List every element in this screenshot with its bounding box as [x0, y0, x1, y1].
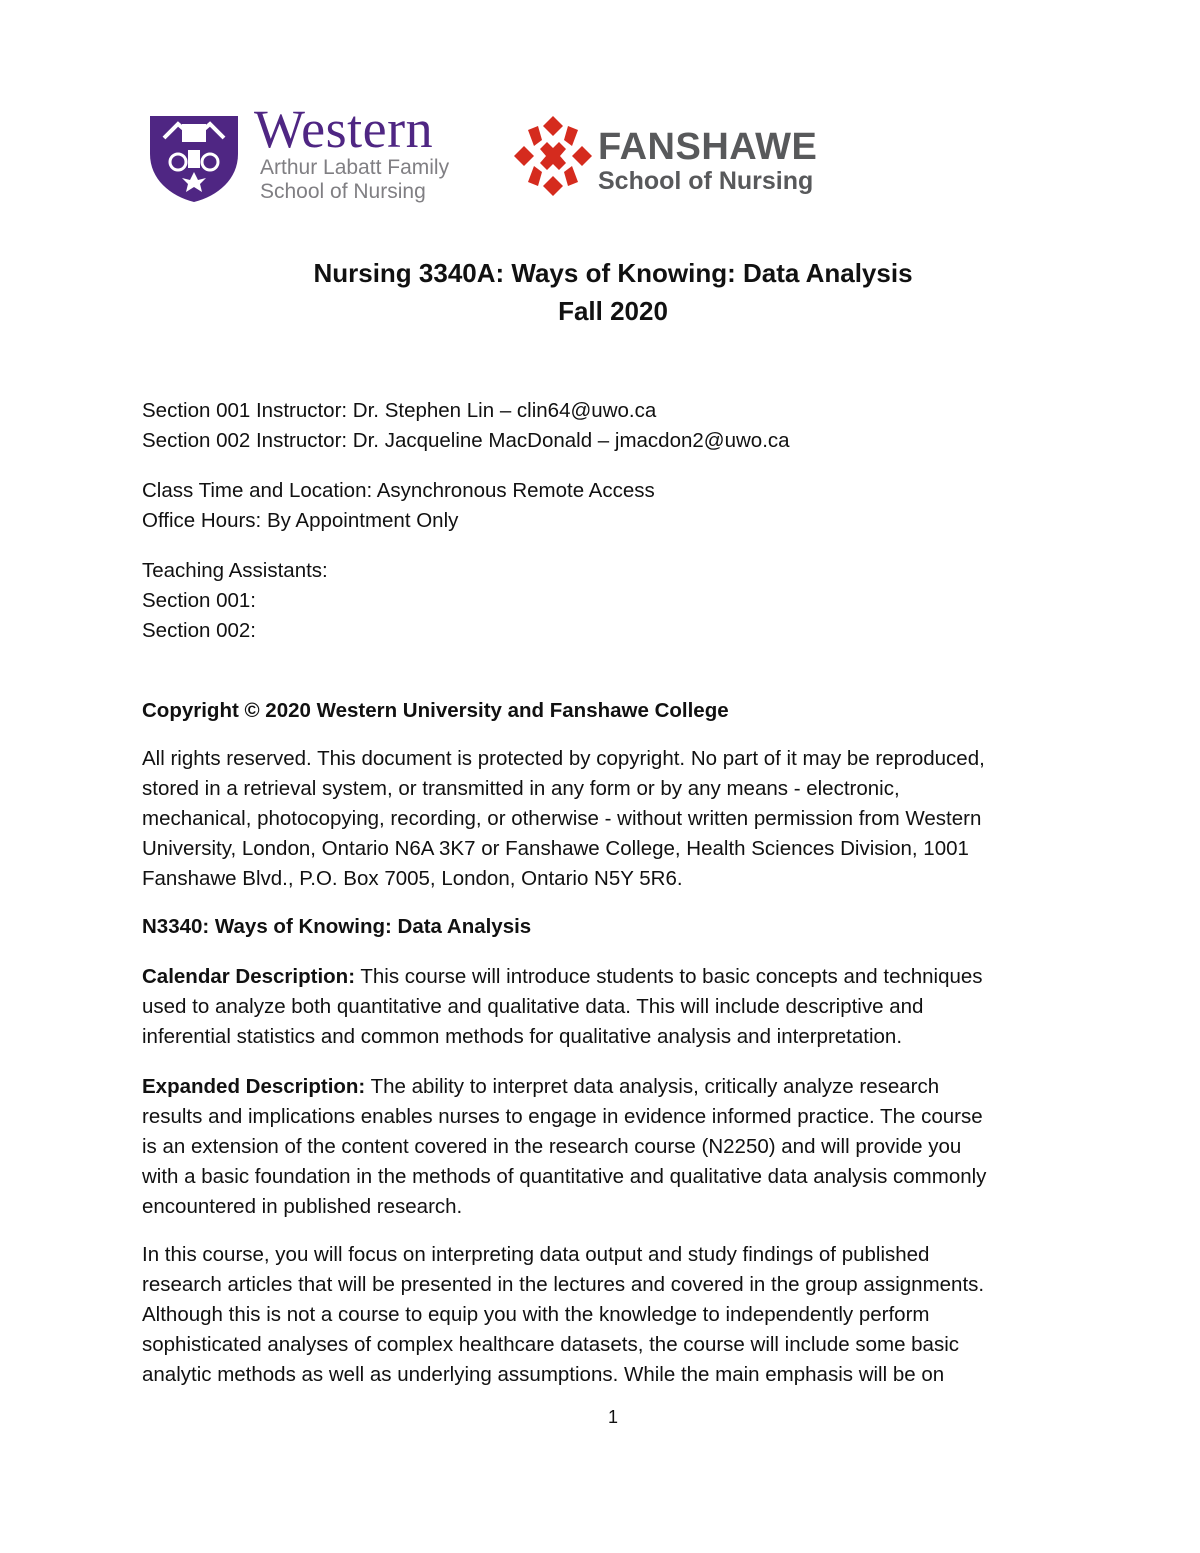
focus-paragraph-line: analytic methods as well as underlying assumptions. While the main emphasis will be on [142, 1363, 945, 1386]
western-crest-icon [148, 114, 240, 204]
focus-paragraph-line: Although this is not a course to equip you with the knowledge to independently perform [142, 1303, 930, 1326]
fanshawe-mark-icon [514, 116, 592, 196]
course-code-heading: N3340: Ways of Knowing: Data Analysis [142, 915, 532, 938]
western-wordmark: Western [254, 99, 434, 159]
western-subtitle-line-1: Arthur Labatt Family [260, 156, 450, 179]
ta-heading: Teaching Assistants: [142, 559, 328, 582]
fanshawe-logo [514, 112, 844, 207]
focus-paragraph [142, 1240, 1102, 1390]
course-term: Fall 2020 [558, 296, 668, 326]
expanded-description-text: The ability to interpret data analysis, critically analyze research [365, 1075, 940, 1098]
instructor-section-001: Section 001 Instructor: Dr. Stephen Lin – clin64@uwo.ca [142, 399, 657, 422]
copyright-heading: Copyright © 2020 Western University and Fanshawe College [142, 699, 729, 722]
copyright-line: mechanical, photocopying, recording, or otherwise - without written permission from Western [142, 807, 982, 830]
focus-paragraph-line: research articles that will be presented in the lectures and covered in the group assignments. [142, 1273, 985, 1296]
calendar-description-text: This course will introduce students to basic concepts and techniques [355, 965, 983, 988]
calendar-description-line: inferential statistics and common methods for qualitative analysis and interpretation. [142, 1025, 903, 1048]
copyright-line: University, London, Ontario N6A 3K7 or Fanshawe College, Health Sciences Division, 1001 [142, 837, 969, 860]
calendar-description [142, 962, 1102, 1052]
instructor-section-002: Section 002 Instructor: Dr. Jacqueline MacDonald – jmacdon2@uwo.ca [142, 429, 790, 452]
fanshawe-wordmark: FANSHAWE [598, 126, 818, 168]
copyright-line: stored in a retrieval system, or transmitted in any form or by any means - electronic, [142, 777, 900, 800]
calendar-description-label: Calendar Description: [142, 965, 356, 988]
copyright-line: Fanshawe Blvd., P.O. Box 7005, London, Ontario N5Y 5R6. [142, 867, 683, 890]
western-logo [146, 99, 506, 207]
expanded-description-line: encountered in published research. [142, 1195, 463, 1218]
expanded-description [142, 1072, 1102, 1222]
page-number: 1 [607, 1407, 618, 1427]
header-logos [146, 99, 846, 207]
ta-section-002: Section 002: [142, 619, 256, 642]
class-time-location: Class Time and Location: Asynchronous Remote Access [142, 479, 655, 502]
focus-paragraph-line: sophisticated analyses of complex healthcare datasets, the course will include some basic [142, 1333, 960, 1356]
copyright-line: All rights reserved. This document is protected by copyright. No part of it may be reproduced, [142, 747, 985, 770]
expanded-description-first-line [142, 1072, 1102, 1102]
calendar-description-first-line [142, 962, 1102, 992]
western-subtitle-line-2: School of Nursing [260, 180, 426, 203]
office-hours: Office Hours: By Appointment Only [142, 509, 459, 532]
fanshawe-subtitle: School of Nursing [598, 167, 814, 195]
copyright-paragraph [142, 744, 1102, 894]
course-title: Nursing 3340A: Ways of Knowing: Data Analysis [313, 258, 913, 288]
expanded-description-label: Expanded Description: [142, 1075, 366, 1098]
ta-section-001: Section 001: [142, 589, 256, 612]
expanded-description-line: is an extension of the content covered in the research course (N2250) and will provide you [142, 1135, 962, 1158]
expanded-description-line: with a basic foundation in the methods of quantitative and qualitative data analysis commonly [142, 1165, 987, 1188]
calendar-description-line: used to analyze both quantitative and qualitative data. This will include descriptive and [142, 995, 924, 1018]
expanded-description-line: results and implications enables nurses to engage in evidence informed practice. The course [142, 1105, 983, 1128]
focus-paragraph-line: In this course, you will focus on interpreting data output and study findings of published [142, 1243, 930, 1266]
